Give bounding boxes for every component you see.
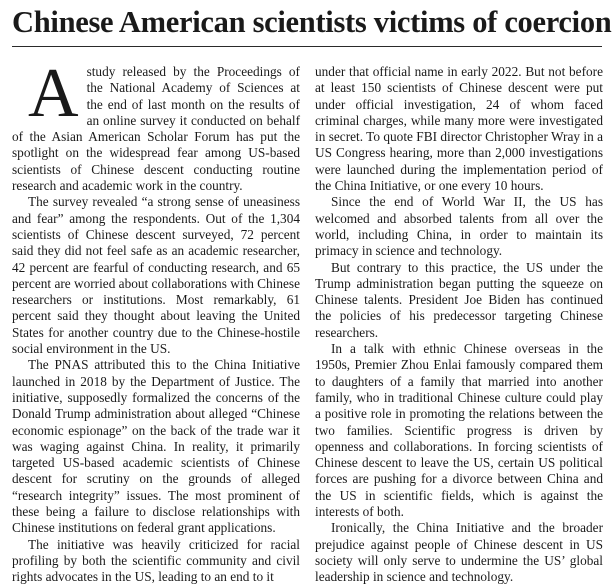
drop-cap: A	[28, 55, 79, 132]
article-paragraph-4: The initiative was heavily criticized for racial profiling by both the scientific community and civil rights advocates in the US, leading to an end to it	[12, 536, 300, 585]
article-paragraph-3: The PNAS attributed this to the China Initiative launched in 2018 by the Department of Justice. The initiative, supposedly formalized the concerns of the Donald Trump administration about alleged “Chinese economic espionage” on the back of the trade war it was waging against China. In reality, it primarily targeted US-based academic scientists of Chinese descent for scrutiny on the grounds of alleged “research integrity” issues. The most prominent of these being a failure to disclose relationships with Chinese institutions on federal grant applications.	[12, 357, 300, 536]
article-paragraph-1	[12, 55, 300, 194]
article-paragraph-1-text: study released by the Proceedings of the National Academy of Sciences at the end of last month on the results of an online survey it conducted on behalf of the Asian American Scholar Forum has put the spotlight on the widespread fear among US-based scientists of Chinese descent conducting routine research and academic work in the country.	[12, 64, 300, 194]
article-paragraph-5: Since the end of World War II, the US has welcomed and absorbed talents from all over the world, including China, in order to maintain its primacy in science and technology.	[315, 194, 603, 259]
headline: Chinese American scientists victims of coercion	[12, 5, 612, 39]
article-paragraph-6: But contrary to this practice, the US under the Trump administration began putting the squeeze on Chinese talents. President Joe Biden has continued the policies of his predecessor targeting Chinese researchers.	[315, 259, 603, 340]
article-paragraph-4-continued: under that official name in early 2022. But not before at least 150 scientists of Chinese descent were put under official investigation, 24 of whom faced criminal charges, while many more were investigated in secret. To quote FBI director Christopher Wray in a US Congress hearing, more than 2,000 investigations were launched during the implementation period of the China Initiative, or one every 10 hours.	[315, 64, 603, 194]
article-paragraph-2: The survey revealed “a strong sense of uneasiness and fear” among the respondents. Out of the 1,304 scientists of Chinese descent surveyed, 72 percent said they did not feel safe as an academic researcher, 42 percent are fearful of conducting research, and 65 percent are worried about collaborations with Chinese researchers or institutions. Most remarkably, 61 percent said they thought about leaving the United States for another country due to the Chinese-hostile social environment in the US.	[12, 194, 300, 357]
headline-rule	[12, 46, 602, 47]
article-column-left	[12, 55, 300, 586]
article-paragraph-8: Ironically, the China Initiative and the broader prejudice against people of Chinese descent in US society will only serve to undermine the US’ global leadership in science and technology.	[315, 520, 603, 585]
article-column-right	[315, 64, 603, 586]
article-paragraph-7: In a talk with ethnic Chinese overseas in the 1950s, Premier Zhou Enlai famously compared them to daughters of a family that married into another family, who in traditional Chinese culture could play a positive role in promoting the relations between the two families. Scientific progress is driven by openness and collaborations. In forcing scientists of Chinese descent to leave the US, certain US political forces are pushing for a divorce between China and the US in scientific fields, which is against the interests of both.	[315, 341, 603, 520]
